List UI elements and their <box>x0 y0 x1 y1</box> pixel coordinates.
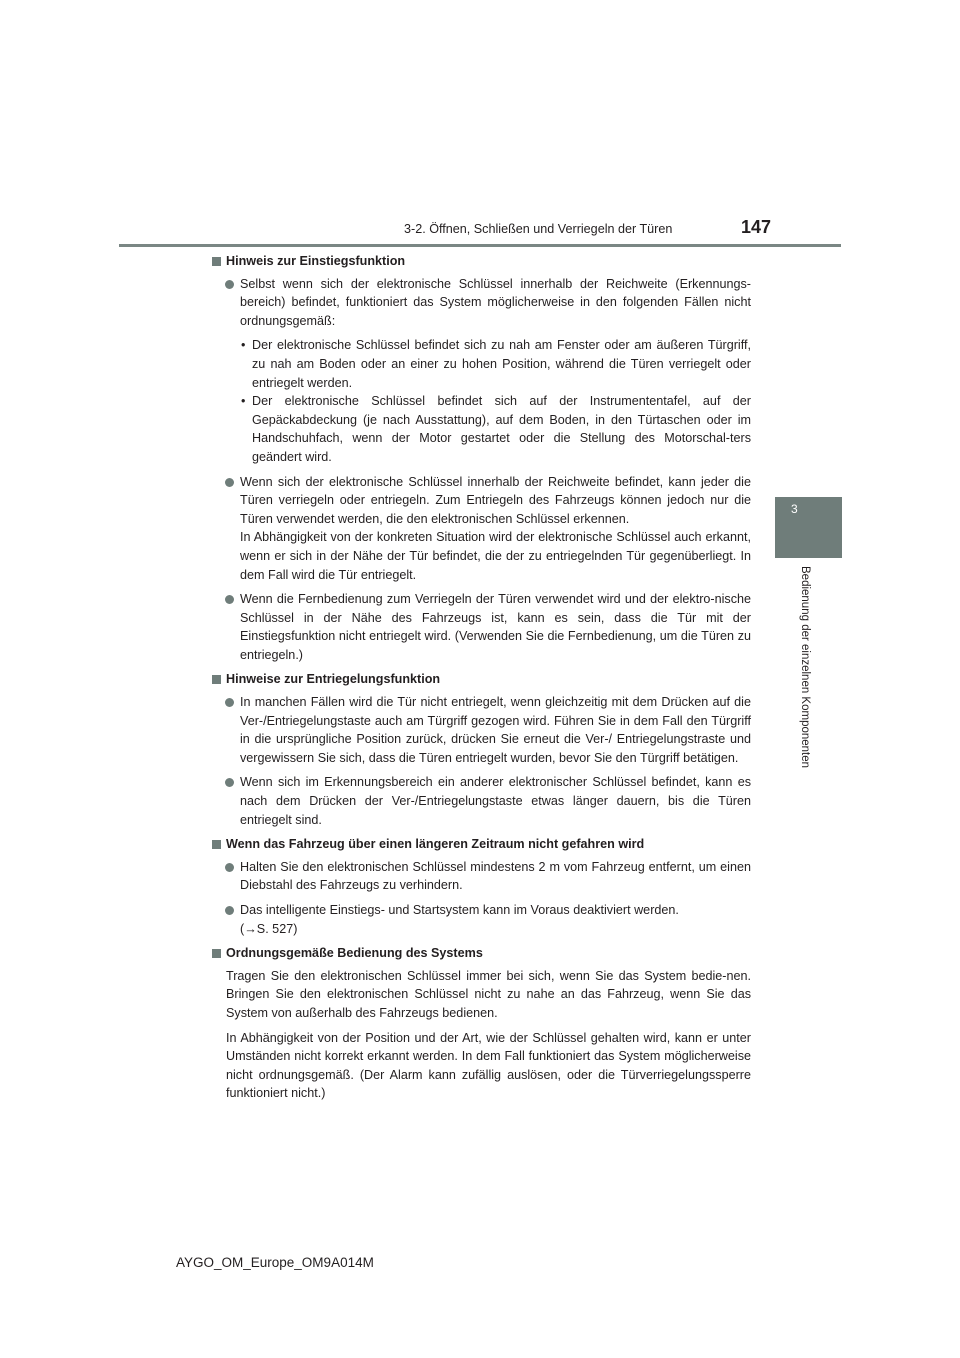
section-heading: Hinweise zur Entriegelungsfunktion <box>211 670 751 689</box>
paragraph: In Abhängigkeit von der Position und der Art, wie der Schlüssel gehalten wird, kann er unter Umständen nicht korrekt erkannt werden. In dem Fall funktioniert das System möglicherweise nicht ordnungsgemäß. (Der Alarm kann zufällig auslösen, oder die Türverriegelungssperre funktioniert nicht.) <box>226 1030 751 1101</box>
square-bullet-icon <box>212 675 221 684</box>
circle-bullet-icon <box>225 778 234 787</box>
list-item: Wenn sich im Erkennungsbereich ein anderer elektronischer Schlüssel befindet, kann es nach dem Drücken der Ver-/Entriegelungstaste etwas länger dauern, bis die Türen entriegelt sind. <box>211 773 751 829</box>
sub-list-item: • Der elektronische Schlüssel befindet sich auf der Instrumententafel, auf der Gepäckabdeckung (je nach Ausstattung), auf dem Boden, in den Türtaschen oder im Handschuhfach, wenn der Motor gestartet oder die Stellung des Motorschal-ters geändert wird. <box>241 394 751 464</box>
dot-bullet-icon: • <box>241 338 246 353</box>
square-bullet-icon <box>212 257 221 266</box>
section-heading: Ordnungsgemäße Bedienung des Systems <box>211 944 751 963</box>
section-title: 3-2. Öffnen, Schließen und Verriegeln der Türen <box>404 222 673 236</box>
chapter-number: 3 <box>791 502 798 516</box>
sub-list <box>211 336 751 466</box>
list-item: Das intelligente Einstiegs- und Startsystem kann im Voraus deaktiviert werden. <box>211 901 751 920</box>
sub-list-item: • Der elektronische Schlüssel befindet sich zu nah am Fenster oder am äußeren Türgriff, zu nah am Boden oder an einer zu hohen Position, während die Türen verriegelt oder entriegelt werden. <box>241 338 751 390</box>
square-bullet-icon <box>212 840 221 849</box>
list-item: Halten Sie den elektronischen Schlüssel mindestens 2 m vom Fahrzeug entfernt, um einen Diebstahl des Fahrzeugs zu verhindern. <box>211 858 751 895</box>
chapter-tab <box>775 497 842 558</box>
list-item-continuation: In Abhängigkeit von der konkreten Situation wird der elektronische Schlüssel auch erkannt, wenn er sich in der Nähe der Tür befindet, die der zu entriegelnden Tür gegenüberliegt. In dem Fall wird die Tür entriegelt. <box>240 530 751 582</box>
circle-bullet-icon <box>225 906 234 915</box>
section-heading: Wenn das Fahrzeug über einen längeren Zeitraum nicht gefahren wird <box>211 835 751 854</box>
paragraph: Tragen Sie den elektronischen Schlüssel immer bei sich, wenn Sie das System bedie-nen. Bringen Sie den elektronischen Schlüssel nicht zu nahe an das Fahrzeug, wenn Sie das System von außerhalb des Fahrzeugs bedienen. <box>226 968 751 1020</box>
document-code: AYGO_OM_Europe_OM9A014M <box>176 1255 374 1270</box>
list-item: Wenn die Fernbedienung zum Verriegeln der Türen verwendet wird und der elektro-nische Schlüssel in der Nähe des Fahrzeugs ist, kann es sein, dass die Tür mit der Einstiegsfunktion nicht entriegelt wird. (Verwenden Sie die Fernbedienung, um die Türen zu entriegeln.) <box>211 590 751 664</box>
page-number: 147 <box>741 217 772 237</box>
list-item: In manchen Fällen wird die Tür nicht entriegelt, wenn gleichzeitig mit dem Drücken auf die Ver-/Entriegelungstaste auch am Türgriff gezogen wird. Führen Sie in dem Fall den Türgriff in die ursprüngliche Position zurück, drücken Sie erneut die Ver-/ Entriegelungstraste und vergewissern Sie sich, dass die Türen entriegelt wurden, bevor Sie den Türgriff betätigen. <box>211 693 751 767</box>
page-content <box>211 252 751 1109</box>
chapter-label: Bedienung der einzelnen Komponenten <box>799 566 811 769</box>
dot-bullet-icon: • <box>241 394 246 409</box>
section-heading: Hinweis zur Einstiegsfunktion <box>211 252 751 271</box>
list-item: Selbst wenn sich der elektronische Schlüssel innerhalb der Reichweite (Erkennungs-bereich) befindet, funktioniert das System möglicherweise in den folgenden Fällen nicht ordnungsgemäß: <box>211 275 751 331</box>
header-divider <box>119 244 841 247</box>
page-reference: (→S. 527) <box>240 921 298 936</box>
square-bullet-icon <box>212 949 221 958</box>
list-item: Wenn sich der elektronische Schlüssel innerhalb der Reichweite befindet, kann jeder die Türen verriegeln oder entriegeln. Zum Entriegeln des Fahrzeugs können jedoch nur die Türen verwendet werden, die den elektronischen Schlüssel erkennen. <box>211 473 751 529</box>
circle-bullet-icon <box>225 595 234 604</box>
circle-bullet-icon <box>225 478 234 487</box>
circle-bullet-icon <box>225 280 234 289</box>
circle-bullet-icon <box>225 698 234 707</box>
circle-bullet-icon <box>225 863 234 872</box>
